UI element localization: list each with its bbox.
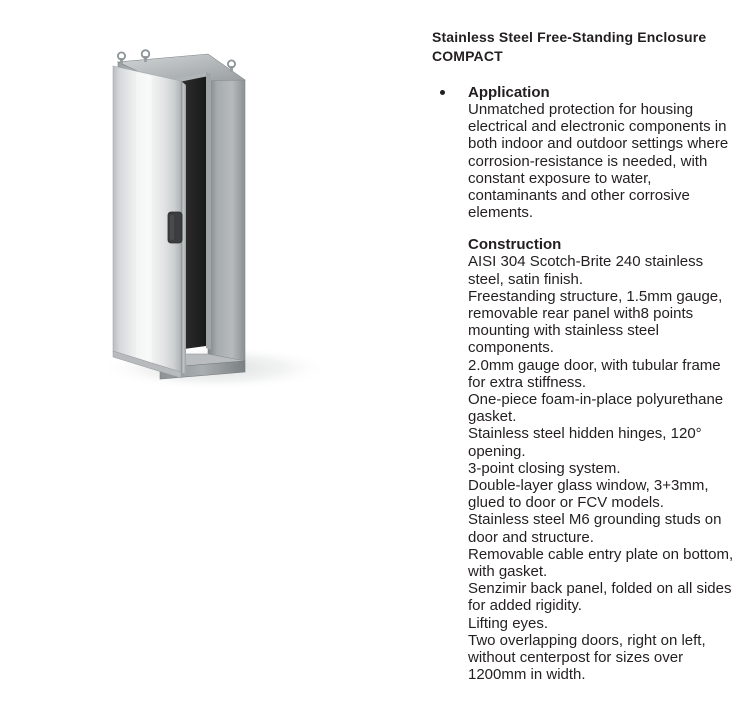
product-title-line-1: Stainless Steel Free-Standing Enclosure bbox=[432, 29, 707, 45]
spec-line: Unmatched protection for housing bbox=[468, 101, 694, 118]
spec-section-application bbox=[432, 84, 744, 221]
bullet-icon bbox=[440, 90, 445, 95]
spec-line: Double-layer glass window, 3+3mm, bbox=[468, 477, 709, 495]
spec-line: opening. bbox=[468, 442, 526, 460]
spec-line: components. bbox=[468, 339, 554, 357]
section-heading-construction: Construction bbox=[468, 236, 562, 254]
section-body-application bbox=[468, 101, 744, 221]
spec-line: elements. bbox=[468, 204, 534, 222]
spec-line: removable rear panel with8 points bbox=[468, 305, 694, 323]
spec-line: Stainless steel M6 grounding studs on bbox=[468, 511, 722, 529]
spec-line: Senzimir back panel, folded on all sides bbox=[468, 580, 732, 598]
product-title-line-2: COMPACT bbox=[432, 48, 503, 64]
gasket-right bbox=[206, 72, 211, 350]
spec-line: One-piece foam-in-place polyurethane bbox=[468, 391, 724, 409]
spec-line: Freestanding structure, 1.5mm gauge, bbox=[468, 287, 723, 305]
spec-line: door and structure. bbox=[468, 528, 594, 546]
spec-section-construction bbox=[432, 236, 744, 683]
spec-line: constant exposure to water, bbox=[468, 169, 652, 187]
spec-line: corrosion-resistance is needed, with bbox=[468, 152, 708, 170]
page-title bbox=[432, 28, 744, 66]
spec-line: gasket. bbox=[468, 408, 517, 426]
spec-line: steel, satin finish. bbox=[468, 270, 584, 288]
door-handle[interactable] bbox=[168, 212, 182, 243]
enclosure-side-panel bbox=[208, 71, 245, 361]
spec-line: for extra stiffness. bbox=[468, 373, 587, 391]
spec-line: Lifting eyes. bbox=[468, 614, 549, 632]
spec-line: electrical and electronic components in bbox=[468, 118, 727, 136]
spec-line: 2.0mm gauge door, with tubular frame bbox=[468, 356, 721, 374]
spec-section-list bbox=[432, 84, 744, 684]
spec-line: 1200mm in width. bbox=[468, 666, 586, 684]
product-image bbox=[40, 16, 440, 416]
spec-line: without centerpost for sizes over bbox=[468, 649, 684, 667]
spec-line: contaminants and other corrosive bbox=[468, 187, 690, 205]
spec-line: mounting with stainless steel bbox=[468, 322, 659, 340]
enclosure-svg bbox=[40, 16, 440, 416]
spec-line: Stainless steel hidden hinges, 120° bbox=[468, 425, 702, 443]
spec-line: with gasket. bbox=[468, 563, 548, 581]
section-body-construction bbox=[468, 253, 744, 683]
spec-line: Removable cable entry plate on bottom, bbox=[468, 545, 734, 563]
spec-line: for added rigidity. bbox=[468, 597, 582, 615]
section-heading-application: Application bbox=[468, 84, 550, 101]
specification-pane bbox=[432, 28, 744, 684]
spec-line: both indoor and outdoor settings where bbox=[468, 135, 729, 153]
spec-line: Two overlapping doors, right on left, bbox=[468, 631, 706, 649]
spec-line: glued to door or FCV models. bbox=[468, 494, 664, 512]
door-highlight bbox=[136, 72, 152, 363]
enclosure-door bbox=[113, 66, 186, 378]
spec-line: 3-point closing system. bbox=[468, 459, 621, 477]
spec-line: AISI 304 Scotch-Brite 240 stainless bbox=[468, 253, 704, 271]
enclosure-illustration bbox=[40, 16, 440, 416]
